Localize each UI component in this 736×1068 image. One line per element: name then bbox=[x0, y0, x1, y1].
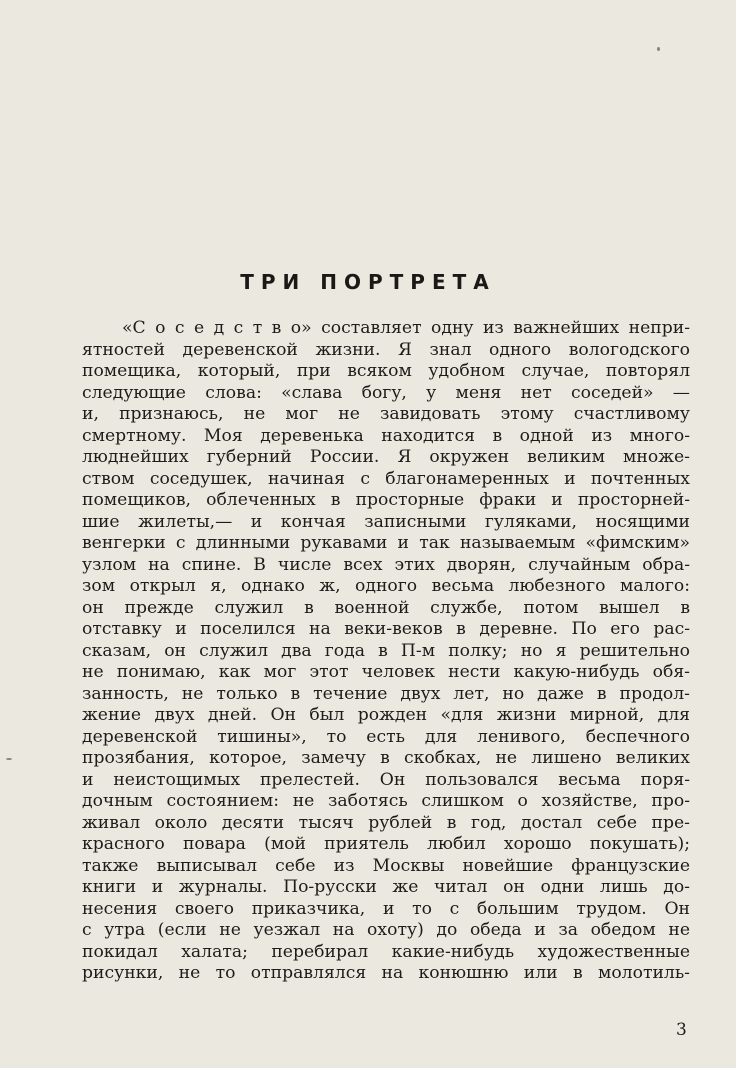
text-line: следующие слова: «слава богу, у меня нет соседей» — bbox=[82, 382, 690, 403]
text-line: он прежде служил в военной службе, потом вышел в bbox=[82, 597, 690, 618]
text-line: жение двух дней. Он был рожден «для жизни мирной, для bbox=[82, 705, 690, 725]
text-line: сказам, он служил два года в П-м полку; но я решительно bbox=[82, 640, 690, 661]
text-line: книги и журналы. По-русски же читал он одни лишь до- bbox=[82, 877, 690, 897]
text-line: рисунки, не то отправлялся на конюшню или в молотиль- bbox=[82, 963, 690, 983]
text-line: помещиков, облеченных в просторные фраки и просторней- bbox=[82, 490, 690, 510]
text-line: зом открыл я, однако ж, одного весьма любезного малого: bbox=[82, 576, 690, 596]
text-line: прозябания, которое, замечу в скобках, не лишено великих bbox=[82, 748, 690, 768]
text-line: не понимаю, как мог этот человек нести какую-нибудь обя- bbox=[82, 662, 690, 682]
text-line: смертному. Моя деревенька находится в одной из много- bbox=[82, 425, 690, 446]
text-line: также выписывал себе из Москвы новейшие французские bbox=[82, 855, 690, 876]
text-line: дочным состоянием: не заботясь слишком о хозяйстве, про- bbox=[82, 791, 690, 811]
text-line: узлом на спине. В числе всех этих дворян, случайным обра- bbox=[82, 554, 690, 575]
text-line: несения своего приказчика, и то с большим трудом. Он bbox=[82, 898, 690, 919]
text-line: покидал халата; перебирал какие-нибудь художественные bbox=[82, 941, 690, 962]
ink-speck bbox=[6, 758, 12, 760]
text-line: «С о с е д с т в о» составляет одну из важнейших непри- bbox=[122, 318, 690, 338]
text-line: шие жилеты,— и кончая записными гуляками, носящими bbox=[82, 511, 690, 532]
text-line: деревенской тишины», то есть для ленивого, беспечного bbox=[82, 726, 690, 747]
body-text bbox=[82, 318, 690, 985]
page-number: 3 bbox=[676, 1020, 687, 1040]
text-line: живал около десяти тысяч рублей в год, достал себе пре- bbox=[82, 812, 690, 833]
text-line: ятностей деревенской жизни. Я знал одного вологодского bbox=[82, 339, 690, 360]
text-line: красного повара (мой приятель любил хорошо покушать); bbox=[82, 834, 690, 854]
text-line: помещика, который, при всяком удобном случае, повторял bbox=[82, 361, 690, 381]
text-line: отставку и поселился на веки-веков в деревне. По его рас- bbox=[82, 619, 690, 639]
text-line: и, признаюсь, не мог не завидовать этому счастливому bbox=[82, 404, 690, 424]
text-line: люднейших губерний России. Я окружен великим множе- bbox=[82, 447, 690, 467]
text-line: с утра (если не уезжал на охоту) до обеда и за обедом не bbox=[82, 920, 690, 940]
ink-speck bbox=[657, 47, 660, 51]
text-line: венгерки с длинными рукавами и так называемым «фимским» bbox=[82, 533, 690, 553]
text-line: и неистощимых прелестей. Он пользовался весьма поря- bbox=[82, 769, 690, 790]
chapter-title: ТРИ ПОРТРЕТА bbox=[240, 270, 496, 294]
text-line: ством соседушек, начиная с благонамеренных и почтенных bbox=[82, 468, 690, 489]
text-line: занность, не только в течение двух лет, но даже в продол- bbox=[82, 683, 690, 704]
